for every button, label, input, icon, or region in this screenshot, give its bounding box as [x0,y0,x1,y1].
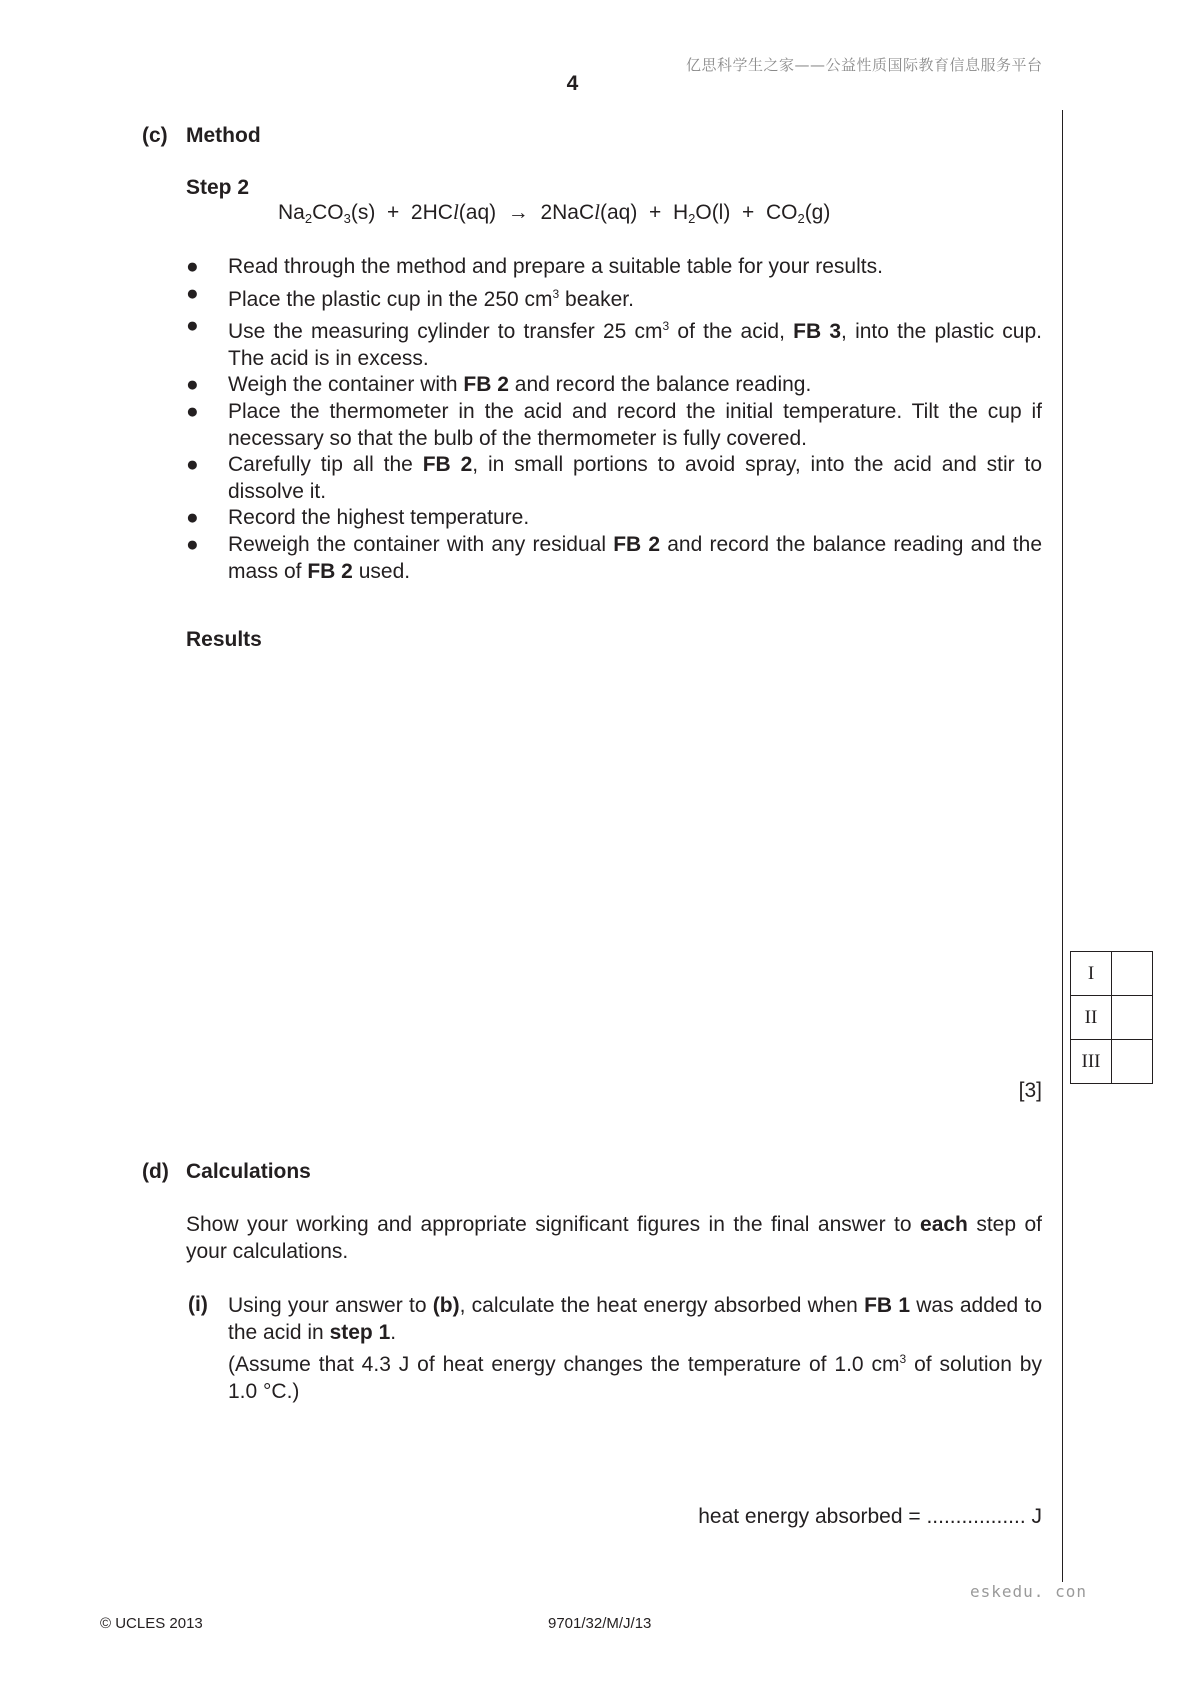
list-item: ● Read through the method and prepare a suitable table for your results. [186,254,1042,281]
method-bullet-list [186,254,1042,585]
bullet-icon: ● [186,314,199,338]
mark-grid-label: III [1071,1040,1112,1084]
chemical-equation: $Na_2CO_3(s) + 2HCl(aq)$ → 2NaCl(aq) + $H_2O(l) + CO_2(g)$ [278,200,831,226]
margin-rule [1062,110,1063,1582]
step-title: Step 2 [186,176,250,199]
list-item: ● Use the measuring cylinder to transfer 25 $cm^3$ of the acid, FB 3, into the plastic cup. The acid is in excess. [186,314,1042,370]
section-c-title: Method [186,124,261,147]
bullet-icon: ● [186,532,199,556]
section-c-label: (c) [142,124,168,147]
mark-grid-row [1071,996,1153,1040]
list-item: ● Carefully tip all the FB 2, in small portions to avoid spray, into the acid and stir to dissolve it. [186,453,1042,503]
bullet-icon: ● [186,399,199,423]
list-item: ● Reweigh the container with any residual FB 2 and record the balance reading and the mass of FB 2 used. [186,532,1042,583]
calculations-instructions: Show your working and appropriate significant figures in the final answer to each step of your calculations. [186,1213,1042,1263]
mark-grid-label: II [1071,996,1112,1040]
list-item: ● Place the plastic cup in the 250 $cm^3$ beaker. [186,281,634,311]
mark-box [1112,1040,1153,1084]
mark-grid-row [1071,952,1153,996]
results-title: Results [186,628,262,651]
heat-energy-answer-field[interactable]: heat energy absorbed = ................. J [698,1505,1042,1528]
examiner-mark-grid [1070,951,1153,1084]
bullet-icon: ● [186,506,199,530]
list-item: ● Place the thermometer in the acid and record the initial temperature. Tilt the cup if necessary so that the bulb of the thermometer is fully covered. [186,399,1042,450]
footer-watermark: eskedu. con [970,1582,1087,1601]
mark-box [1112,996,1153,1040]
bullet-icon: ● [186,255,199,278]
header-watermark: 亿思科学生之家——公益性质国际教育信息服务平台 [686,56,1043,74]
copyright: © UCLES 2013 [100,1615,203,1632]
marks-available: [3] [1018,1079,1042,1102]
mark-box [1112,952,1153,996]
page-number: 4 [566,72,579,95]
bullet-icon: ● [186,373,199,397]
mark-grid-label: I [1071,952,1112,996]
section-d-label: (d) [142,1160,169,1183]
list-item: ● Record the highest temperature. [186,505,1042,532]
part-i-question: Using your answer to (b), calculate the heat energy absorbed when FB 1 was added to the acid in step 1. (Assume that 4.3 J of heat energy changes the temperature of 1.0 $cm^3$ of solution by 1.0 °C.) [228,1294,1042,1403]
list-item: ● Weigh the container with FB 2 and record the balance reading. [186,372,1042,399]
bullet-icon: ● [186,453,199,477]
part-i-label: (i) [188,1293,208,1316]
mark-grid-row [1071,1040,1153,1084]
section-d-title: Calculations [186,1160,311,1183]
bullet-icon: ● [186,281,199,305]
paper-code: 9701/32/M/J/13 [548,1615,652,1632]
